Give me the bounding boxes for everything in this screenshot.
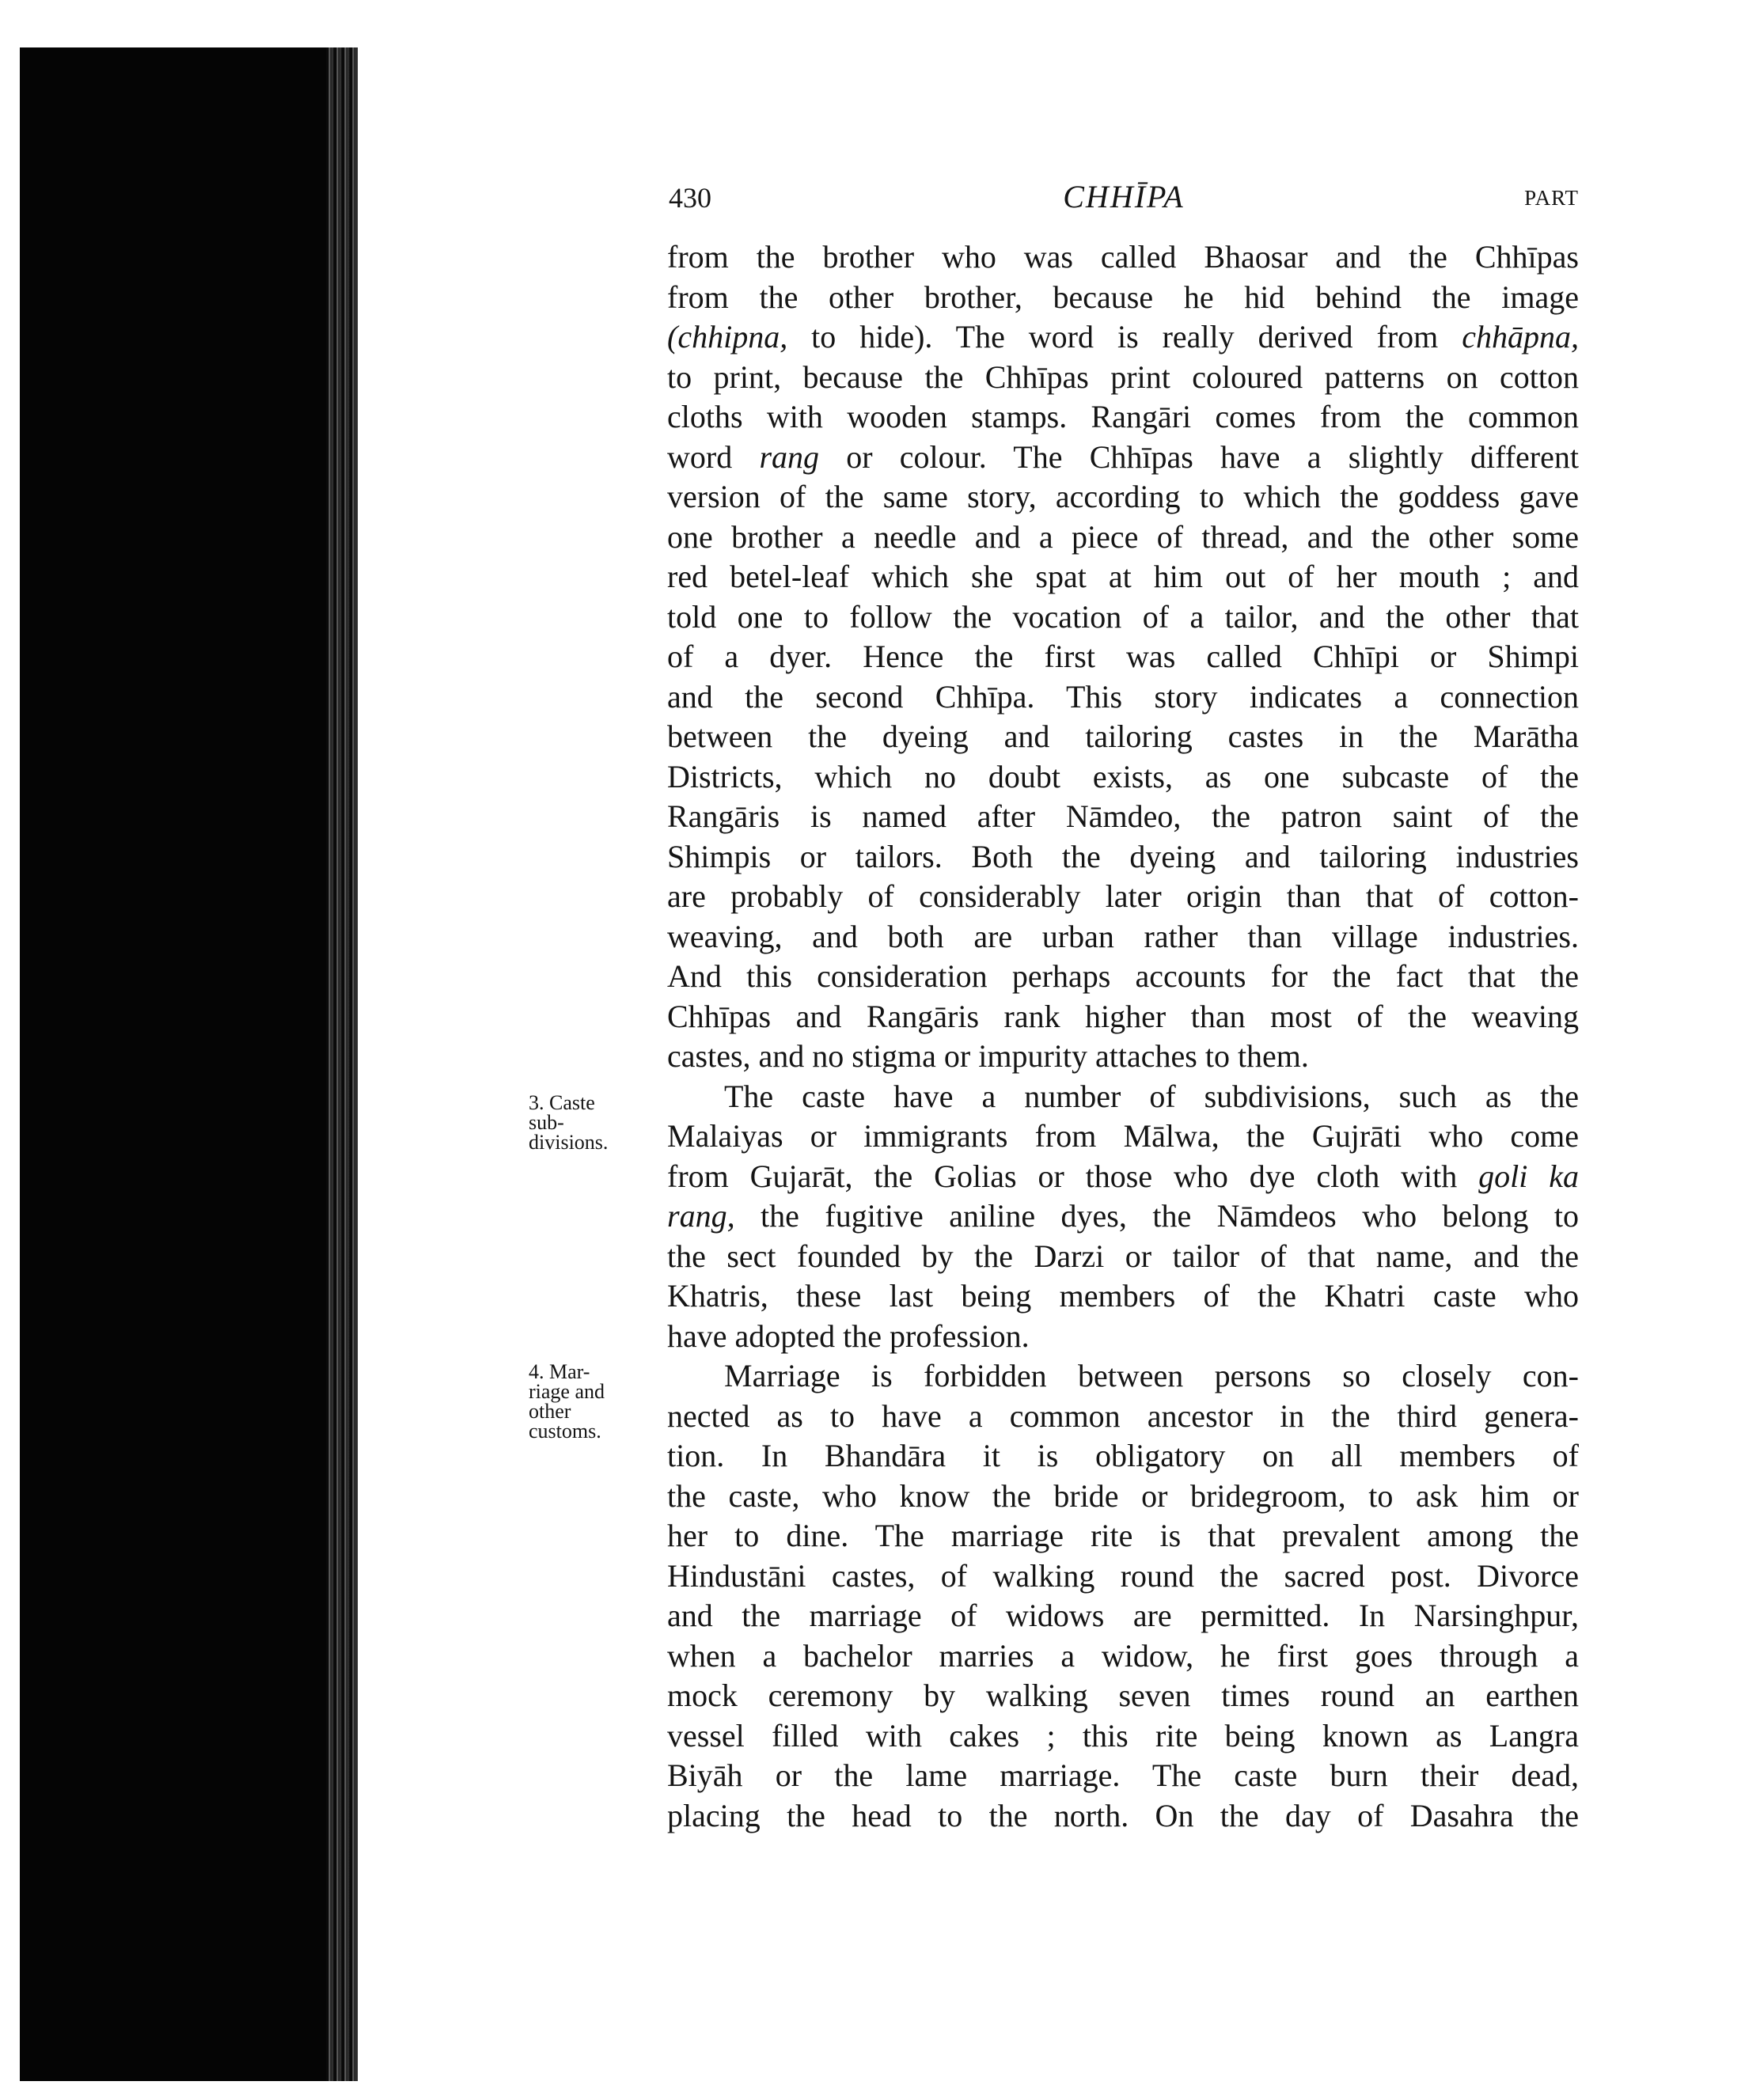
text-line: [667, 518, 1579, 558]
paragraph: [667, 1077, 1579, 1357]
part-label: PART: [1524, 186, 1579, 210]
italic-term: rang,: [667, 1198, 735, 1234]
text-run: tion. In Bhandāra it is obligatory on all members of: [667, 1438, 1579, 1473]
text-run: Shimpis or tailors. Both the dyeing and tailoring industries: [667, 838, 1579, 874]
text-line: [667, 1676, 1579, 1716]
text-run: Rangāris is named after Nāmdeo, the patron saint of the: [667, 798, 1579, 834]
text-run: Malaiyas or immigrants from Mālwa, the Gujrāti who come: [667, 1118, 1579, 1154]
text-run: of a dyer. Hence the first was called Chhīpi or Shimpi: [667, 639, 1579, 674]
text-line: [667, 557, 1579, 597]
sidenote-line: other: [529, 1400, 571, 1423]
text-line: [667, 1157, 1579, 1197]
text-run: told one to follow the vocation of a tailor, and the other that: [667, 598, 1579, 635]
text-line: [667, 317, 1579, 358]
text-line: [667, 477, 1579, 518]
text-line: [667, 797, 1579, 837]
text-run: Marriage is forbidden between persons so closely con-: [724, 1358, 1579, 1393]
text-run: are probably of considerably later origin than that of cotton-: [667, 878, 1579, 914]
text-run: Districts, which no doubt exists, as one subcaste of the: [667, 758, 1579, 794]
text-line: [667, 637, 1579, 677]
text-line: [667, 1196, 1579, 1237]
text-run: vessel filled with cakes ; this rite being known as Langra: [667, 1717, 1579, 1753]
text-line: [667, 717, 1579, 757]
text-run: cloths with wooden stamps. Rangāri comes from the common: [667, 399, 1579, 434]
text-line: [667, 1356, 1579, 1397]
text-line: [667, 597, 1579, 638]
text-line: [667, 358, 1579, 398]
text-run: Khatris, these last being members of the Khatri caste who: [667, 1278, 1579, 1314]
text-line: [667, 1716, 1579, 1757]
page-number: 430: [669, 182, 711, 214]
text-line: [667, 1516, 1579, 1556]
text-line: [667, 1077, 1579, 1117]
text-run: the caste, who know the bride or bridegroom, to ask him or: [667, 1477, 1579, 1514]
italic-term: goli ka: [1478, 1158, 1580, 1194]
book-binding-edge: [326, 47, 358, 2081]
text-run: And this consideration perhaps accounts for the fact that the: [667, 958, 1579, 994]
text-line: [667, 237, 1579, 278]
text-run: from the brother who was called Bhaosar and the Chhīpas: [667, 239, 1579, 275]
text-run: The caste have a number of subdivisions, such as the: [724, 1078, 1579, 1114]
text-line: [667, 1636, 1579, 1677]
paragraph: [667, 1356, 1579, 1836]
text-line: [667, 1276, 1579, 1317]
text-line: [667, 1796, 1579, 1837]
text-line: [667, 1596, 1579, 1636]
page-header: [669, 178, 1579, 226]
text-line: [667, 1117, 1579, 1157]
text-run: castes, and no stigma or impurity attaches to them.: [667, 1038, 1309, 1074]
text-line: [667, 957, 1579, 997]
sidenote-line: 3. Caste: [529, 1091, 595, 1114]
text-run: her to dine. The marriage rite is that prevalent among the: [667, 1518, 1579, 1553]
italic-term: rang: [759, 438, 820, 475]
text-line: [667, 278, 1579, 318]
text-line: [667, 1317, 1579, 1357]
text-run: and the second Chhīpa. This story indicates a connection: [667, 678, 1579, 715]
text-line: [667, 438, 1579, 478]
sidenote-line: customs.: [529, 1420, 601, 1443]
text-run: when a bachelor marries a widow, he first goes through a: [667, 1637, 1579, 1674]
italic-term: (chhipna,: [667, 319, 788, 354]
text-run: weaving, and both are urban rather than village industries.: [667, 918, 1579, 954]
running-title: CHHĪPA: [1063, 179, 1185, 214]
text-run: word: [667, 438, 760, 475]
text-run: Chhīpas and Rangāris rank higher than most of the weaving: [667, 998, 1579, 1034]
text-run: or colour. The Chhīpas have a slightly different: [819, 438, 1579, 475]
text-run: red betel-leaf which she spat at him out of her mouth ; and: [667, 559, 1579, 594]
text-line: [667, 1556, 1579, 1597]
text-run: to hide). The word is really derived from: [787, 319, 1462, 354]
text-run: and the marriage of widows are permitted. In Narsinghpur,: [667, 1598, 1579, 1633]
text-line: [667, 397, 1579, 438]
text-run: Biyāh or the lame marriage. The caste burn their dead,: [667, 1757, 1579, 1793]
text-run: have adopted the profession.: [667, 1317, 1030, 1354]
text-line: [667, 997, 1579, 1037]
text-line: [667, 1037, 1579, 1077]
sidenote-marriage-customs: [529, 1362, 605, 1441]
sidenote-line: sub-: [529, 1111, 564, 1134]
text-run: from Gujarāt, the Golias or those who dye cloth with: [667, 1158, 1479, 1194]
text-line: [667, 757, 1579, 798]
text-run: the sect founded by the Darzi or tailor of that name, and the: [667, 1238, 1579, 1274]
text-run: nected as to have a common ancestor in the third genera-: [667, 1397, 1579, 1434]
text-line: [667, 1436, 1579, 1477]
text-run: from the other brother, because he hid behind the image: [667, 279, 1579, 315]
text-run: to print, because the Chhīpas print coloured patterns on cotton: [667, 358, 1579, 395]
text-line: [667, 677, 1579, 718]
italic-term: chhāpna,: [1462, 319, 1579, 354]
body-text: [667, 237, 1579, 1836]
text-line: [667, 1477, 1579, 1517]
text-line: [667, 1397, 1579, 1437]
sidenote-line: divisions.: [529, 1131, 609, 1154]
text-line: [667, 1237, 1579, 1277]
book-binding-shadow: [20, 47, 340, 2081]
text-run: the fugitive aniline dyes, the Nāmdeos who belong to: [734, 1198, 1579, 1234]
text-run: one brother a needle and a piece of thread, and the other some: [667, 518, 1579, 555]
text-run: Hindustāni castes, of walking round the sacred post. Divorce: [667, 1557, 1579, 1594]
text-run: version of the same story, according to which the goddess gave: [667, 479, 1579, 514]
sidenote-line: riage and: [529, 1380, 605, 1403]
sidenote-line: 4. Mar-: [529, 1360, 590, 1383]
text-run: placing the head to the north. On the day of Dasahra the: [667, 1797, 1579, 1833]
text-run: mock ceremony by walking seven times round an earthen: [667, 1678, 1579, 1713]
text-line: [667, 877, 1579, 917]
paragraph: [667, 237, 1579, 1077]
text-line: [667, 837, 1579, 878]
sidenote-caste-subdivisions: [529, 1093, 608, 1152]
text-run: between the dyeing and tailoring castes in the Marātha: [667, 718, 1579, 754]
text-line: [667, 917, 1579, 957]
text-line: [667, 1756, 1579, 1796]
